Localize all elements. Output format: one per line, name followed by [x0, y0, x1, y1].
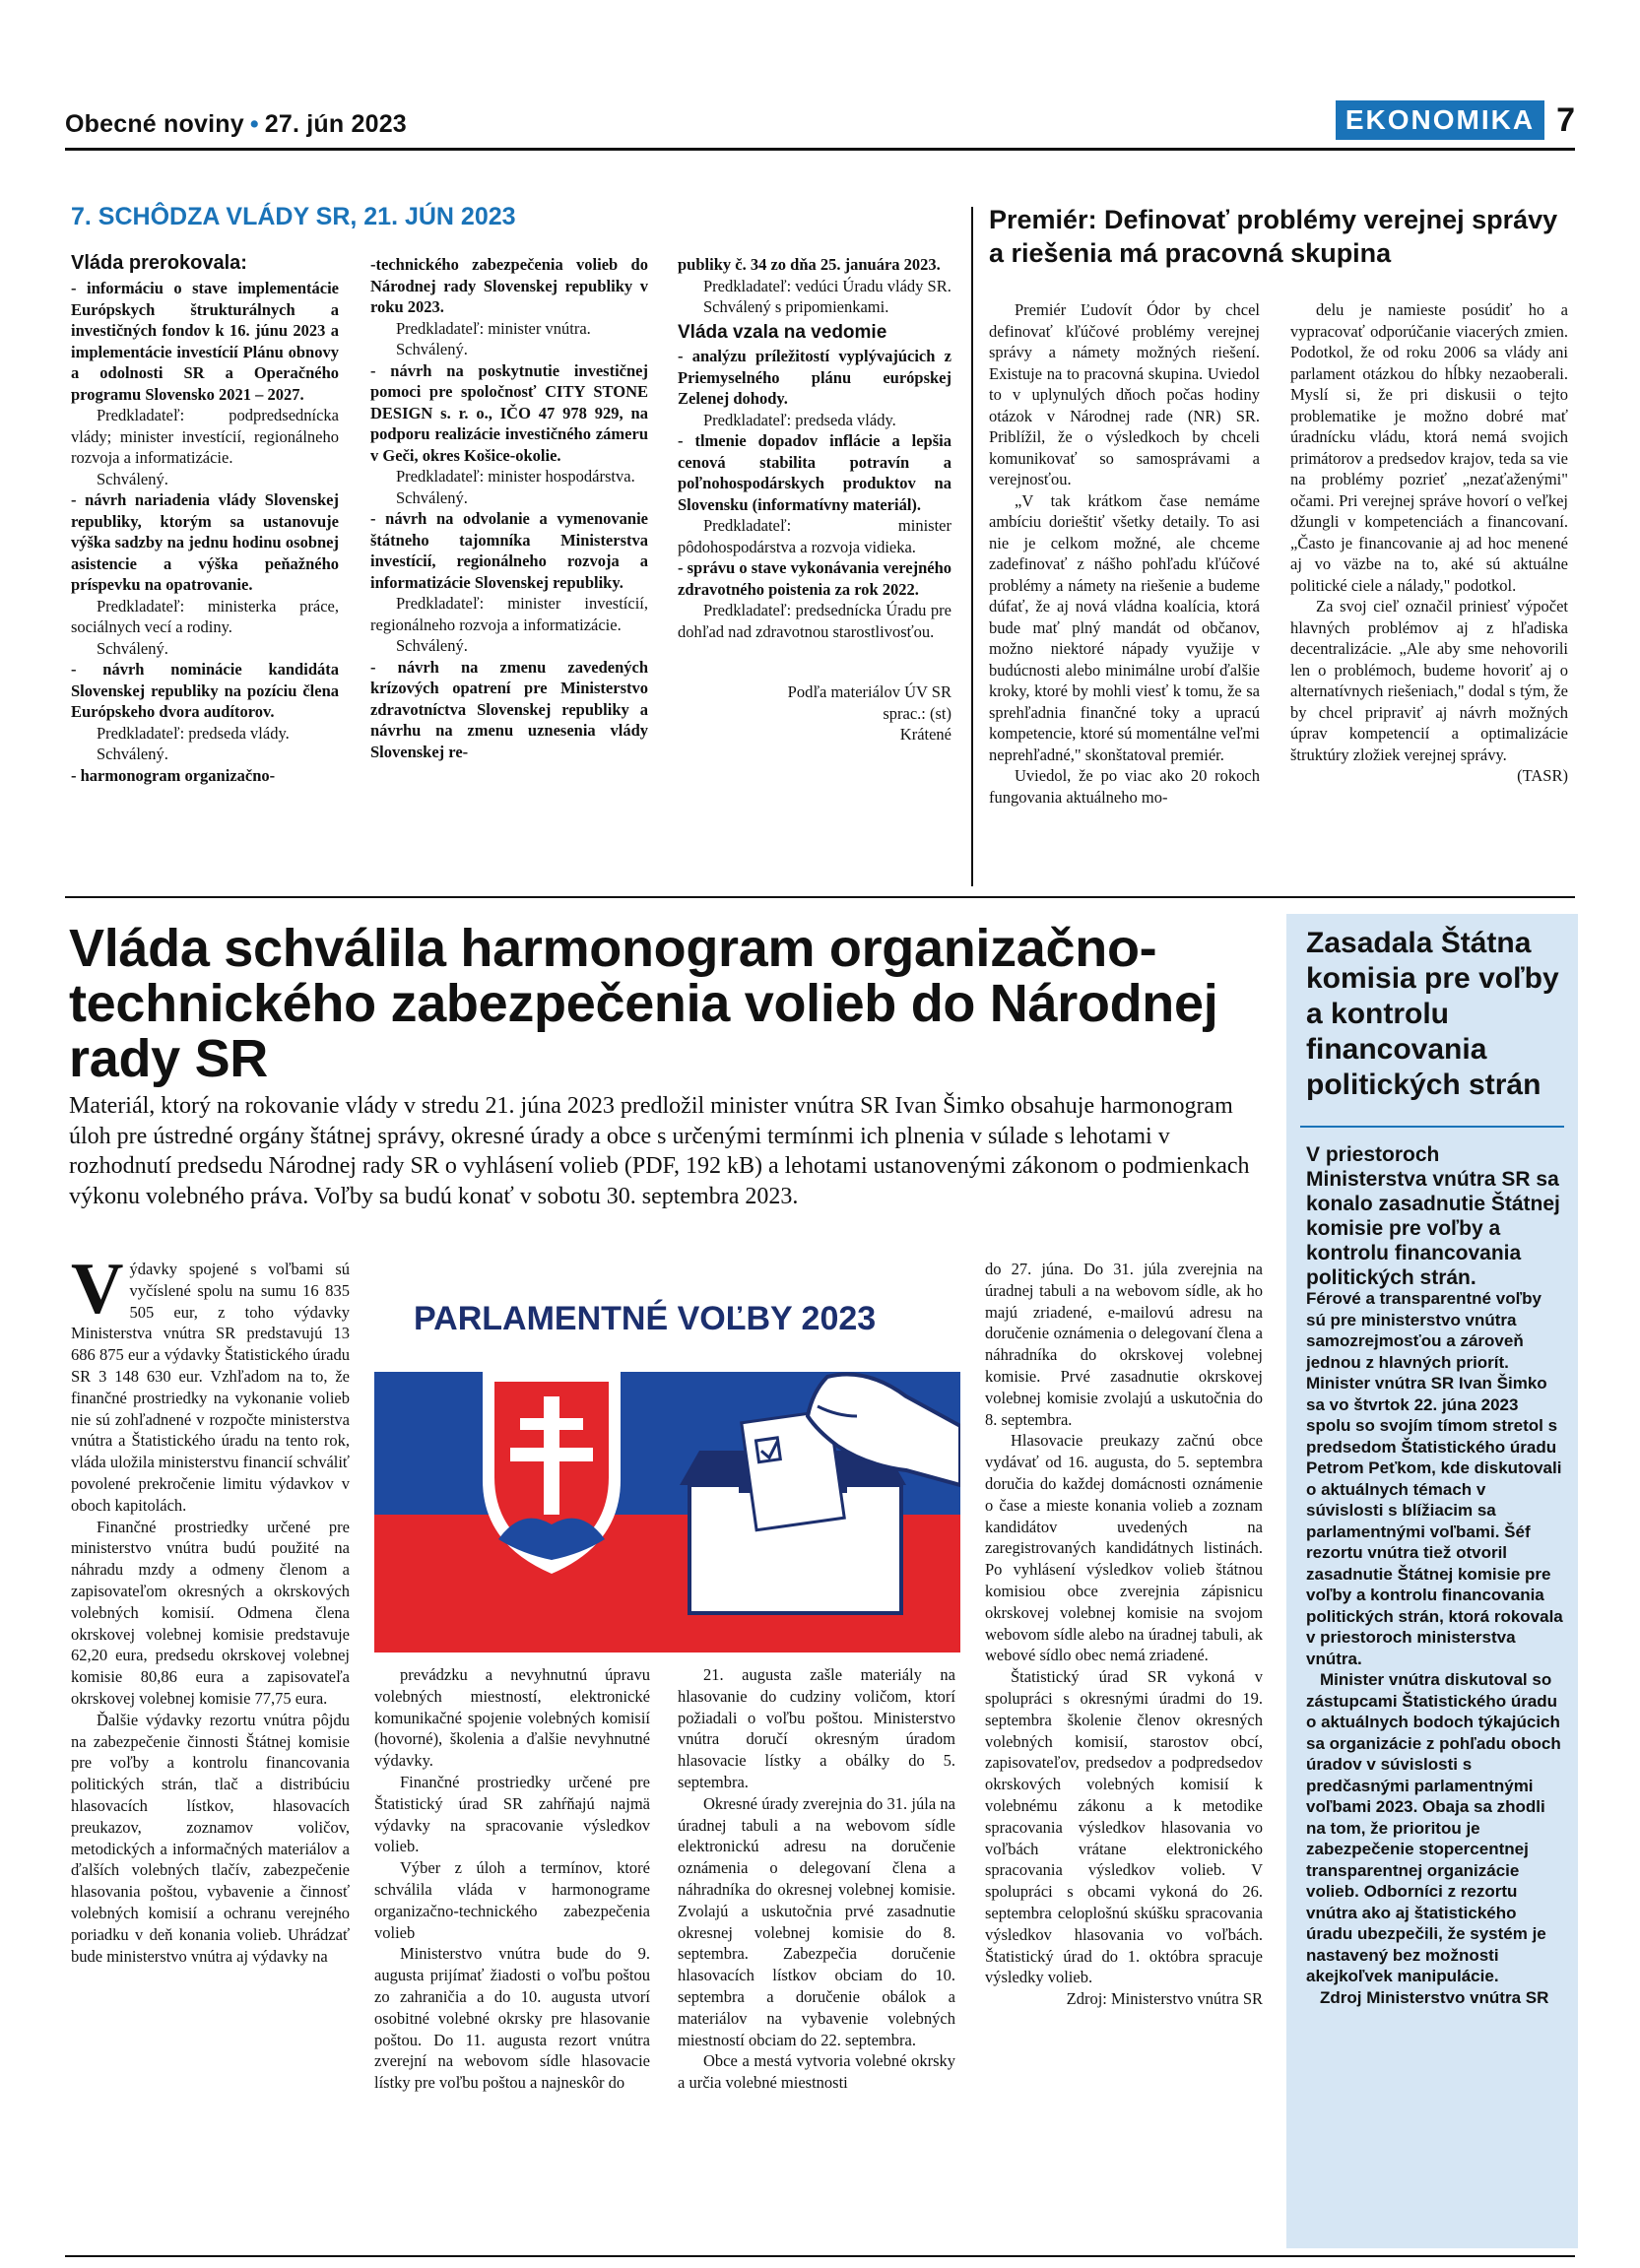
meeting-column-1: [71, 278, 339, 786]
meeting-item: - návrh na odvolanie a vymenovanie štátneho tajomníka Ministerstva investícií, regionálneho rozvoja a informatizácie Slovenskej republiky.: [370, 509, 648, 592]
main-paragraph: Ďalšie výdavky rezortu vnútra pôjdu na zabezpečenie činnosti Štátnej komisie pre voľby a kontrolu financovania politických strán, tlač a distribúciu hlasovacích lístkov, hlasovacích preukazov, zoznamov voličov, metodických a informačných materiálov a ďalších volebných tlačív, zabezpečenie hlasovania poštou, vybavenie a činnosť volebných komisií a ochranu verejného poriadku v deň konania volieb. Uhrádzať bude ministerstvo vnútra aj výdavky na: [71, 1710, 350, 1966]
main-paragraph: Okresné úrady zverejnia do 31. júla na úradnej tabuli a na webovom sídle elektronickú adresu na doručenie oznámenia o delegovaní člena a náhradníka do okresnej volebnej komisie. Zvolajú a uskutočnia prvé zasadnutie okresnej volebnej komisie do 8. septembra. Zabezpečia doručenie hlasovacích lístkov obciam do 10. septembra a doručenie obálok a materiálov na vybavenie volebných miestností obciam do 22. septembra.: [678, 1793, 955, 2049]
meeting-item: publiky č. 34 zo dňa 25. januára 2023.: [678, 255, 941, 274]
meeting-credit-3: Krátené: [899, 725, 951, 744]
masthead: [65, 110, 407, 139]
meeting-item: Schválený.: [396, 636, 468, 655]
premier-paragraph: Premiér Ľudovít Ódor by chcel definovať kľúčové problémy verejnej správy a námety možných riešení. Existuje na to pracovná skupina. Uviedol to v uplynulých dňoch počas hodiny otázok v Národnej rade (NR) SR. Priblížil, že o výsledkoch by chceli komunikovať so samosprávami a verejnosťou.: [989, 300, 1260, 488]
section-header: [1336, 100, 1575, 140]
meeting-item: - analýzu príležitostí vyplývajúcich z Priemyselného plánu európskej Zelenej dohody.: [678, 347, 951, 408]
image-title: PARLAMENTNÉ VOĽBY 2023: [414, 1300, 877, 1337]
meeting-item: -technického zabezpečenia volieb do Národnej rady Slovenskej republiky v roku 2023.: [370, 255, 648, 316]
main-column-1: [71, 1249, 350, 1967]
sidebar-paragraph: Zdroj Ministerstvo vnútra SR: [1320, 1987, 1549, 2007]
meeting-item: - návrh nominácie kandidáta Slovenskej republiky na pozíciu člena Európskeho dvora audítorov.: [71, 660, 339, 721]
meeting-item: - návrh na poskytnutie investičnej pomoci pre spoločnosť CITY STONE DESIGN s. r. o., IČO 47 978 929, na podporu realizácie investičného zámeru v Geči, okres Košice-okolie.: [370, 360, 648, 465]
meeting-item: Predkladateľ: predsednícka Úradu pre dohľad nad zdravotnou starostlivosťou.: [678, 601, 951, 641]
meeting-item: - tlmenie dopadov inflácie a lepšia cenová stabilita potravín a poľnohospodárskych produktov na Slovensku (informatívny materiál).: [678, 431, 951, 514]
meeting-item: - správu o stave vykonávania verejného zdravotného poistenia za rok 2022.: [678, 558, 951, 599]
drop-cap: V: [71, 1249, 124, 1329]
meeting-item: Schválený.: [396, 340, 468, 358]
meeting-item: Schválený.: [97, 745, 168, 763]
main-paragraph: Zdroj: Ministerstvo vnútra SR: [1066, 1989, 1263, 2009]
main-paragraph: ýdavky spojené s voľbami sú vyčíslené spolu na sumu 16 835 505 eur, z toho výdavky Ministerstva vnútra SR predstavujú 13 686 875 eur a výdavky Štatistického úradu SR 3 148 630 eur. Vzhľadom na to, že finančné prostriedky na vykonanie volieb nie sú zohľadnené v rozpočte ministerstva vnútra a Štatistického úradu na tento rok, vláda uložila ministerstvu financií schváliť povolené prekročenie limitu výdavkov v oboch kapitolách.: [71, 1260, 350, 1515]
main-paragraph: Výber z úloh a termínov, ktoré schválila vláda v harmonograme organizačno-technického zabezpečenia volieb: [374, 1858, 650, 1942]
meeting-item: - informáciu o stave implementácie Európskych štrukturálnych a investičných fondov k 16. júnu 2023 a implementácie investícií Plánu obnovy a odolnosti SR a Operačného programu Slovensko 2021 – 2027.: [71, 279, 339, 404]
sidebar-rule: [1300, 1126, 1564, 1128]
main-paragraph: 21. augusta zašle materiály na hlasovanie do cudziny voličom, ktorí požiadali o voľbu poštou. Ministerstvo vnútra doručí okresným úradom hlasovacie lístky a obálky do 5. septembra.: [678, 1665, 955, 1791]
column-divider: [971, 207, 973, 886]
meeting-heading: 7. SCHÔDZA VLÁDY SR, 21. JÚN 2023: [71, 203, 516, 230]
slovak-flag-ballot-image: [374, 1259, 960, 1652]
sidebar-paragraph: Minister vnútra diskutoval so zástupcami Štatistického úradu o aktuálnych bodoch týkajúcich sa organizácie z pohľadu oboch úradov v súvislosti s predčasnými parlamentnými voľbami 2023. Obaja sa zhodli na tom, že prioritou je zabezpečenie stopercentnej transparentnej organizácie volieb. Odborníci z rezortu vnútra ako aj štatistického úradu ubezpečili, že systém je nastavený bez možnosti akejkoľvek manipulácie.: [1306, 1670, 1561, 1985]
premier-paragraph: „V tak krátkom čase nemáme ambíciu dorieštiť všetky detaily. To asi nie je celkom možné, ale chceme zadefinovať z nášho pohľadu kľúčové problémy a námety na riešenie a budeme dúfať, že aj nová vládna koalícia, ktorá bude mať plný mandát od občanov, možno niektoré nápady využije v budúcnosti alebo minimálne urobí ďalšie kroky, ktoré by mohli viesť k tomu, že sa sprehľadnia finančné toky a upracú kompetencie, ktoré sú momentálne veľmi neprehľadné," skonštatoval premiér.: [989, 490, 1260, 764]
main-paragraph: Štatistický úrad SR vykoná v spolupráci s okresnými úradmi do 19. septembra školenie členov okresných volebných komisií, starostov obcí, zapisovateľov, predsedov a podpredsedov okrskových volebných komisií k volebnému zákonu a k metodike spracovania výsledkov hlasovania vo voľbách vrátane elektronického spracovania výsledkov volieb. V spolupráci s obcami vykoná do 26. septembra celoplošnú skúšku spracovania výsledkov hlasovania vo voľbách. Štatistický úrad do 1. októbra spracuje výsledky volieb.: [985, 1667, 1263, 1987]
premier-credit: (TASR): [1517, 766, 1568, 785]
meeting-item: Predkladateľ: minister hospodárstva.: [396, 467, 635, 486]
main-paragraph: Finančné prostriedky určené pre Štatistický úrad SR zahŕňajú najmä výdavky na spracovanie výsledkov volieb.: [374, 1772, 650, 1856]
page-number: 7: [1556, 100, 1575, 139]
meeting-item: Schválený.: [97, 469, 168, 488]
election-illustration: [374, 1259, 960, 1652]
meeting-item: Predkladateľ: predseda vlády.: [703, 410, 896, 429]
main-column-4: [985, 1259, 1263, 2010]
header-rule: [65, 148, 1575, 151]
meeting-subheading-2: Vláda vzala na vedomie: [678, 321, 887, 343]
sidebar-paragraph: Férové a transparentné voľby sú pre ministerstvo vnútra samozrejmosťou a zároveň jednou z hlavných priorít. Minister vnútra SR Ivan Šimko sa vo štvrtok 22. júna 2023 spolu so svojím tímom stretol s predsedom Štatistického úradu Petrom Peťkom, kde diskutovali o aktuálnych témach v súvislosti s blížiacim sa parlamentnými voľbami. Šéf rezortu vnútra tiež otvoril zasadnutie Štátnej komisie pre voľby a kontrolu financovania politických strán, ktorá rokovala v priestoroch ministerstva vnútra.: [1306, 1289, 1563, 1668]
main-paragraph: Ministerstvo vnútra bude do 9. augusta prijímať žiadosti o voľbu poštou zo zahraničia a do 10. augusta utvorí osobitné volebné okrsky pre hlasovanie poštou. Do 11. augusta rezort vnútra zverejní na webovom sídle hlasovacie lístky pre voľbu poštou a najneskôr do: [374, 1944, 650, 2093]
meeting-item: Predkladateľ: vedúci Úradu vlády SR.: [703, 276, 951, 295]
separator-dot: •: [249, 110, 259, 138]
issue-date: 27. jún 2023: [264, 110, 407, 138]
meeting-item: Schválený.: [97, 638, 168, 658]
premier-column-2: [1290, 299, 1568, 787]
footer-rule: [65, 2255, 1575, 2257]
premier-column-1: [989, 299, 1260, 808]
section-label: EKONOMIKA: [1336, 100, 1544, 140]
paper-name: Obecné noviny: [65, 110, 244, 138]
sidebar-box: [1286, 914, 1578, 2248]
premier-paragraph: delu je namieste posúdiť ho a vypracovať odporúčanie viacerých zmien. Podotkol, že od roku 2006 sa vlády ani parlament otázkou do hĺbky nezaoberali. Myslí si, že pri diskusii o tejto problematike je možno dobré mať úradnícku vládu, ktorá nemá svojich primátorov a predsedov krajov, teda sa vie na problémy pozrieť „nezaťaženými" očami. Pri verejnej správe hovorí o veľkej džungli v kompetenciách a financovaní. „Často je financovanie aj ad hoc menené aj vo väzbe na to, aké sú aktuálne politické ciele a nálady," podotkol.: [1290, 300, 1568, 595]
meeting-item: - návrh nariadenia vlády Slovenskej republiky, ktorým sa ustanovuje výška sadzby na jednu hodinu osobnej asistencie a výška peňažného príspevku na opatrovanie.: [71, 490, 339, 594]
main-lead: Materiál, ktorý na rokovanie vlády v stredu 21. júna 2023 predložil minister vnútra SR Ivan Šimko obsahuje harmonogram úloh pre ústredné orgány štátnej správy, okresné úrady a obce s určenými termínmi ich plnenia v súlade s lehotami v rozhodnutí predsedu Národnej rady SR o vyhlásení volieb (PDF, 192 kB) a lehotami ustanovenými zákonom o podmienkach výkonu volebného práva. Voľby sa budú konať v sobotu 30. septembra 2023.: [69, 1093, 1250, 1209]
premier-paragraph: Za svoj cieľ označil priniesť výpočet hlavných problémov aj z hľadiska decentralizácie. „Ale aby sme nehovorili len o problémoch, budeme hovoriť aj o alternatívnych riešeniach," dodal s tým, že by chcel pripraviť aj návrh možných úprav kompetencií a optimalizácie štruktúry zložiek verejnej správy.: [1290, 597, 1568, 764]
section-rule: [65, 896, 1575, 898]
meeting-item: - harmonogram organizačno-: [71, 765, 276, 785]
meeting-column-3: [678, 254, 951, 745]
meeting-item: Predkladateľ: ministerka práce, sociálnych vecí a rodiny.: [71, 596, 339, 636]
meeting-item: Schválený s pripomienkami.: [703, 297, 889, 316]
main-paragraph: prevádzku a nevyhnutnú úpravu volebných miestností, elektronické komunikačné spojenie volebných komisií (hovorné), školenia a ďalšie nevyhnutné výdavky.: [374, 1665, 650, 1771]
main-paragraph: Obce a mestá vytvoria volebné okrsky a určia volebné miestnosti: [678, 2051, 955, 2093]
main-column-2: [374, 1664, 650, 2094]
main-paragraph: Finančné prostriedky určené pre ministerstvo vnútra budú použité na náhradu mzdy a odmeny členom a zapisovateľom okresných a okrskových volebných komisií. Odmena člena okrskovej volebnej komisie predstavuje 62,20 eura, predsedu okrskovej volebnej komisie 80,86 eura a zapisovateľa okrskovej volebnej komisie 77,75 eura.: [71, 1517, 350, 1708]
meeting-subheading: Vláda prerokovala:: [71, 252, 247, 274]
meeting-item: Predkladateľ: minister pôdohospodárstva a rozvoja vidieka.: [678, 516, 951, 556]
meeting-credit-2: sprac.: (st): [883, 703, 951, 723]
main-headline: Vláda schválila harmonogram organizačno-technického zabezpečenia volieb do Národnej rady SR: [69, 919, 1218, 1088]
premier-paragraph: Uviedol, že po viac ako 20 rokoch fungovania aktuálneho mo-: [989, 766, 1260, 807]
main-paragraph: Hlasovacie preukazy začnú obce vydávať od 16. augusta, do 5. septembra doručia do každej domácnosti oznámenie o čase a mieste konania volieb a zoznam kandidátov uvedených na zaregistrovaných kandidátnych listinách. Po vyhlásení výsledkov volieb štátnou komisiou obce zverejnia zápisnicu okrskovej volebnej komisie na svojom webovom sídle alebo na úradnej tabuli, ak webové sídlo obec nemá zriadené.: [985, 1431, 1263, 1665]
sidebar-lead: V priestoroch Ministerstva vnútra SR sa konalo zasadnutie Štátnej komisie pre voľby a kontrolu financovania politických strán.: [1306, 1143, 1560, 1289]
meeting-column-2: [370, 254, 648, 762]
main-column-3: [678, 1664, 955, 2094]
meeting-credit-1: Podľa materiálov ÚV SR: [787, 682, 951, 701]
meeting-item: Predkladateľ: minister vnútra.: [396, 318, 591, 338]
meeting-item: Predkladateľ: podpredsednícka vlády; minister investícií, regionálneho rozvoja a informatizácie.: [71, 406, 339, 467]
meeting-item: Predkladateľ: predseda vlády.: [97, 723, 290, 743]
meeting-item: Predkladateľ: minister investícií, regionálneho rozvoja a informatizácie.: [370, 594, 648, 634]
sidebar-title: Zasadala Štátna komisia pre voľby a kontrolu financovania politických strán: [1306, 927, 1559, 1101]
premier-heading: Premiér: Definovať problémy verejnej správy a riešenia má pracovná skupina: [989, 205, 1558, 268]
meeting-item: - návrh na zmenu zavedených krízových opatrení pre Ministerstvo zdravotníctva Slovenskej republiky a návrhu na zmenu uznesenia vlády Slovenskej re-: [370, 657, 648, 761]
sidebar-body: [1306, 1288, 1564, 2008]
meeting-item: Schválený.: [396, 487, 468, 507]
main-paragraph: do 27. júna. Do 31. júla zverejnia na úradnej tabuli a na webovom sídle, ak ho majú zriadené, e-mailovú adresu na doručenie oznámenia o delegovaní člena a náhradníka do okrskovej volebnej komisie. Prvé zasadnutie okrskovej volebnej komisie zvolajú a uskutočnia do 8. septembra.: [985, 1260, 1263, 1429]
